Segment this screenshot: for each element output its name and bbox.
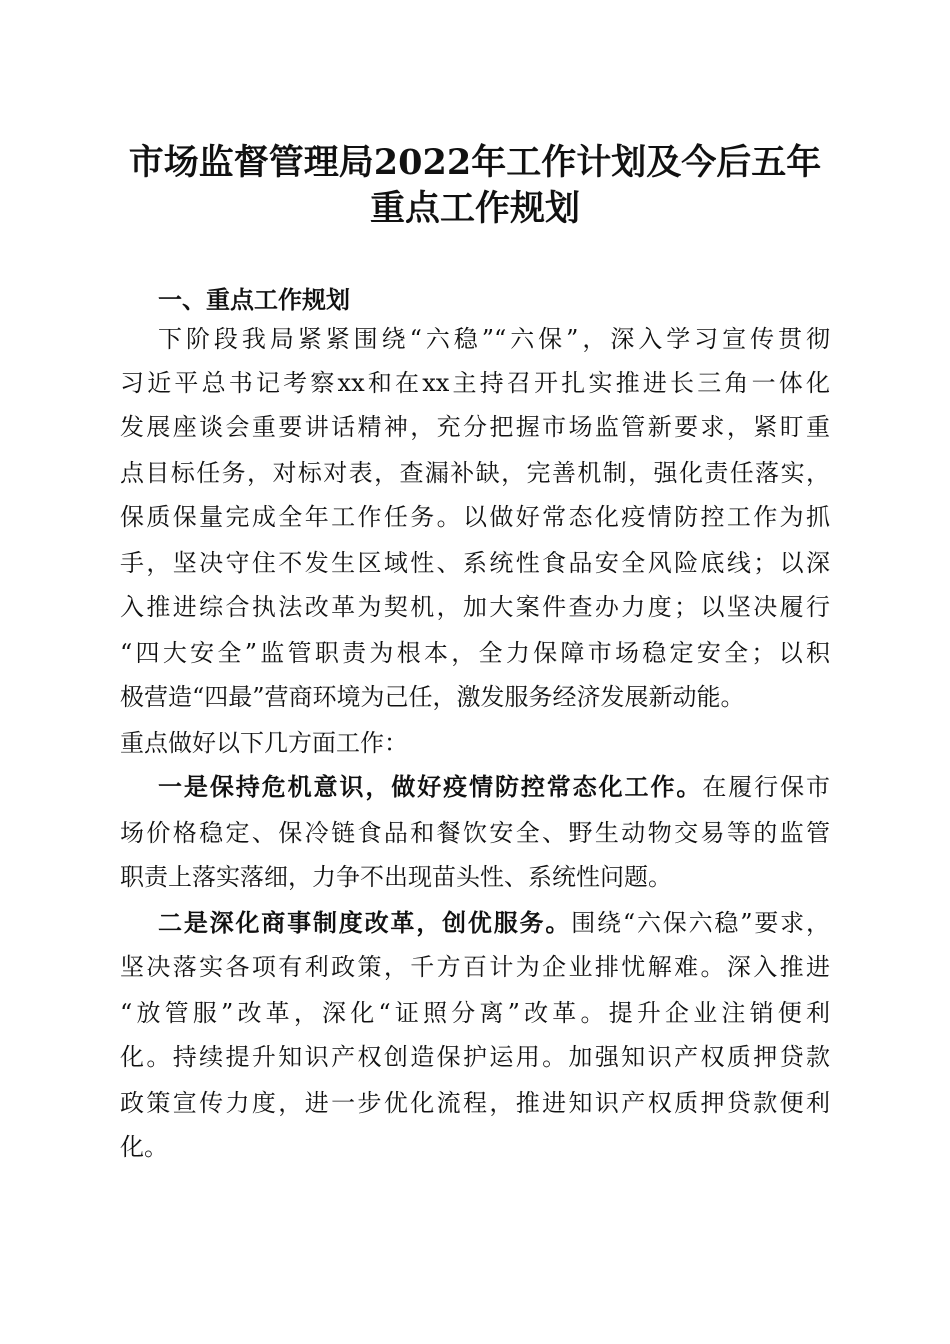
intro-line-6: 手，坚决守住不发生区域性、系统性食品安全风险底线；以深 (120, 549, 830, 577)
item-2-line-1 (158, 901, 830, 945)
item-2-line-6: 化。 (120, 1133, 168, 1161)
item-2-line-4: 化。持续提升知识产权创造保护运用。加强知识产权质押贷款 (120, 1043, 830, 1071)
item-1-line-1-rest: 在履行保市 (702, 773, 831, 801)
item-1-lead: 一是保持危机意识，做好疫情防控常态化工作。 (158, 773, 703, 801)
item-1-line-3: 职责上落实落细，力争不出现苗头性、系统性问题。 (120, 863, 672, 891)
intro-line-9: 极营造“四最”营商环境为己任，激发服务经济发展新动能。 (120, 683, 745, 711)
section-heading: 一、重点工作规划 (158, 286, 350, 314)
intro-line-4: 点目标任务，对标对表，查漏补缺，完善机制，强化责任落实， (120, 459, 830, 487)
document-title-line-1: 市场监督管理局2022年工作计划及今后五年 (128, 142, 822, 183)
item-2-line-3: “放管服”改革，深化“证照分离”改革。提升企业注销便利 (120, 999, 830, 1027)
intro-line-5: 保质保量完成全年工作任务。以做好常态化疫情防控工作为抓 (120, 503, 830, 531)
intro-line-8: “四大安全”监管职责为根本，全力保障市场稳定安全；以积 (120, 639, 830, 667)
intro-line-3: 发展座谈会重要讲话精神，充分把握市场监管新要求，紧盯重 (120, 413, 830, 441)
item-2-lead: 二是深化商事制度改革，创优服务。 (158, 909, 572, 937)
item-1-line-2: 场价格稳定、保冷链食品和餐饮安全、野生动物交易等的监管 (120, 819, 830, 847)
item-1-line-1 (158, 765, 830, 809)
intro-line-2: 习近平总书记考察xx和在xx主持召开扎实推进长三角一体化 (120, 369, 830, 397)
item-2-line-5: 政策宣传力度，进一步优化流程，推进知识产权质押贷款便利 (120, 1089, 830, 1117)
intro-line-10: 重点做好以下几方面工作： (120, 729, 408, 757)
item-2-line-2: 坚决落实各项有利政策，千方百计为企业排忧解难。深入推进 (120, 953, 830, 981)
document-title-line-2: 重点工作规划 (369, 188, 580, 229)
intro-line-1: 下阶段我局紧紧围绕“六稳”“六保”，深入学习宣传贯彻 (158, 325, 830, 353)
item-2-line-1-rest: 围绕“六保六稳”要求， (571, 909, 830, 937)
intro-line-7: 入推进综合执法改革为契机，加大案件查办力度；以坚决履行 (120, 593, 830, 621)
